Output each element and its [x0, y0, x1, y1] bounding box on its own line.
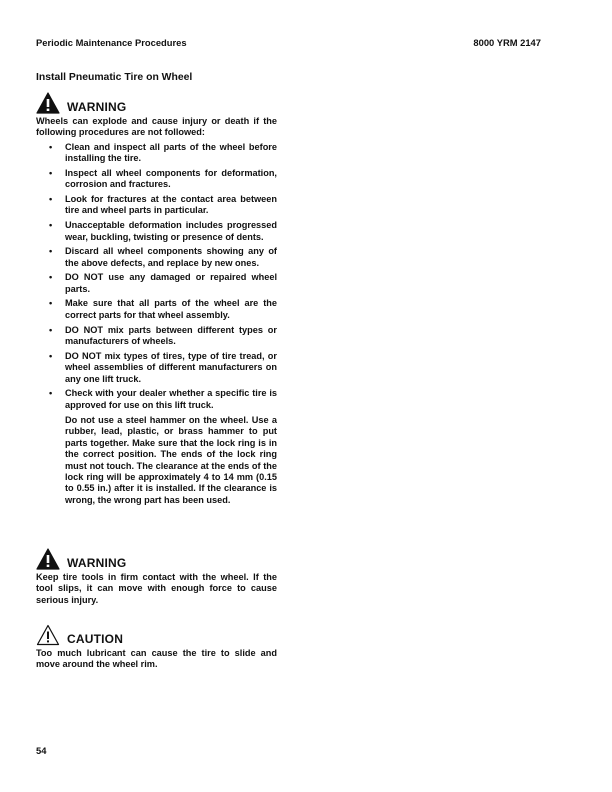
list-item: [36, 272, 277, 295]
list-item: [36, 220, 277, 243]
bullet: •: [49, 298, 53, 309]
hammer-note: Do not use a steel hammer on the wheel. Use a rubber, lead, plastic, or brass hammer to put parts together. Make sure that the lock ring is in the correct position. The ends of the lock ring must not touch. The clearance at the ends of the lock ring will be approximately 4 to 14 mm (0.15 to 0.55 in.) after it is installed. If the clearance is wrong, the wrong part has been used.: [65, 415, 277, 505]
bullet: •: [49, 324, 53, 335]
warning-block-tire-tools: [36, 548, 277, 606]
warning-header: [36, 92, 277, 114]
list-item: [36, 298, 277, 321]
warning-header: [36, 548, 277, 570]
list-item-text: Discard all wheel components showing any of the above defects, and replace by new ones.: [65, 246, 277, 268]
bullet: •: [49, 246, 53, 257]
page-number: 54: [36, 745, 47, 756]
list-item-text: Check with your dealer whether a specific tire is approved for use on this lift truck.: [65, 388, 277, 410]
list-item: [36, 168, 277, 191]
warning-label: WARNING: [67, 100, 127, 114]
warning-list: [36, 142, 277, 411]
section-title: Install Pneumatic Tire on Wheel: [36, 72, 193, 83]
bullet: •: [49, 141, 53, 152]
bullet: •: [49, 388, 53, 399]
list-item: [36, 351, 277, 385]
list-item-text: Clean and inspect all parts of the wheel before installing the tire.: [65, 141, 277, 164]
bullet: •: [49, 167, 53, 178]
list-item-text: DO NOT mix parts between different types or manufacturers of wheels.: [65, 324, 277, 346]
caution-block-lubricant: [36, 624, 277, 671]
running-header-title: Periodic Maintenance Procedures: [36, 37, 187, 48]
bullet: •: [49, 220, 53, 231]
list-item-text: Unacceptable deformation includes progressed wear, buckling, twisting or presence of dents.: [65, 220, 277, 242]
warning-label: WARNING: [67, 556, 127, 570]
list-item: [36, 325, 277, 348]
bullet: •: [49, 194, 53, 205]
caution-triangle-icon: [36, 624, 60, 646]
caution-label: CAUTION: [67, 632, 124, 646]
warning-triangle-icon: [36, 548, 60, 570]
list-item: [36, 142, 277, 165]
document-number: 8000 YRM 2147: [473, 37, 541, 48]
warning-block-wheels: [36, 92, 277, 506]
list-item-text: Inspect all wheel components for deformation, corrosion and fractures.: [65, 167, 277, 190]
list-item-text: DO NOT mix types of tires, type of tire tread, or wheel assemblies of different manufacturers on any one lift truck.: [65, 350, 277, 384]
warning-intro: Wheels can explode and cause injury or death if the following procedures are not followed:: [36, 116, 277, 138]
warning-triangle-icon: [36, 92, 60, 114]
list-item-text: DO NOT use any damaged or repaired wheel parts.: [65, 272, 277, 294]
bullet: •: [49, 350, 53, 361]
caution-text: Too much lubricant can cause the tire to slide and move around the wheel rim.: [36, 648, 277, 670]
warning-text: Keep tire tools in firm contact with the wheel. If the tool slips, it can move with enough force to cause serious injury.: [36, 572, 277, 605]
list-item-text: Make sure that all parts of the wheel are the correct parts for that wheel assembly.: [65, 298, 277, 320]
caution-header: [36, 624, 277, 646]
list-item: [36, 194, 277, 217]
list-item-text: Look for fractures at the contact area between tire and wheel parts in particular.: [65, 194, 277, 216]
list-item: [36, 388, 277, 411]
bullet: •: [49, 272, 53, 283]
list-item: [36, 246, 277, 269]
